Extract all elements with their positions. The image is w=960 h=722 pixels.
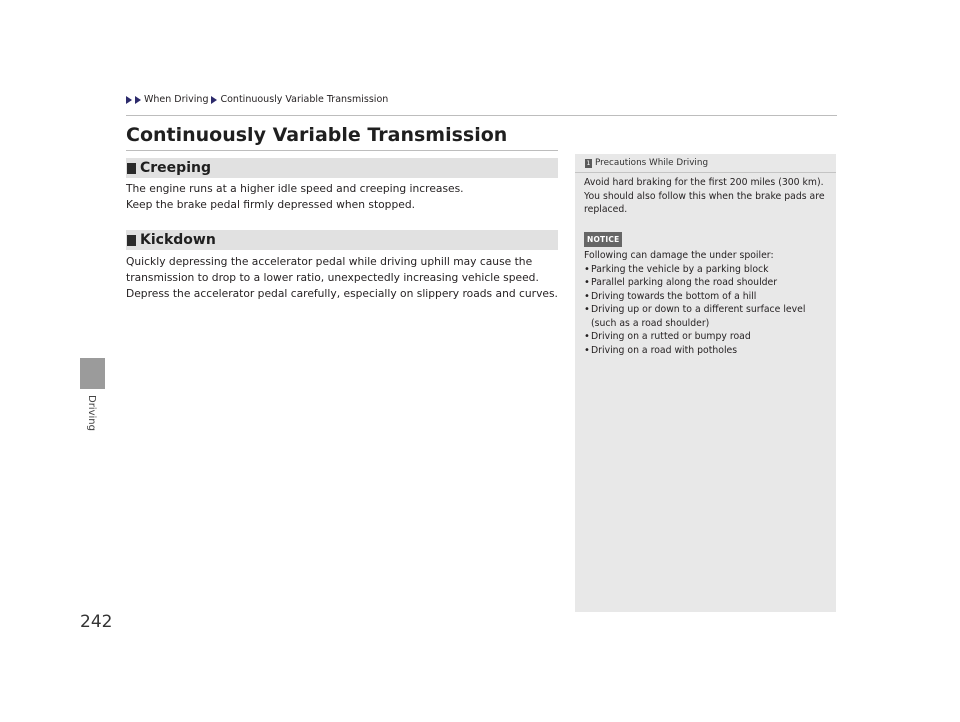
section-heading-kickdown bbox=[126, 230, 558, 250]
list-item: • Driving towards the bottom of a hill bbox=[584, 290, 828, 304]
notice-intro: Following can damage the under spoiler: bbox=[584, 250, 774, 261]
creeping-text bbox=[126, 181, 566, 213]
header-divider bbox=[126, 115, 837, 116]
body-line: Quickly depressing the accelerator pedal while driving uphill may cause the bbox=[126, 255, 533, 268]
breadcrumb-item[interactable]: Continuously Variable Transmission bbox=[220, 94, 389, 105]
list-item: • Parallel parking along the road shoulder bbox=[584, 276, 828, 290]
section-marker-icon bbox=[127, 235, 136, 246]
section-heading-creeping bbox=[126, 158, 558, 178]
note-index-badge: 1 bbox=[586, 158, 591, 167]
body-line: transmission to drop to a lower ratio, unexpectedly increasing vehicle speed. bbox=[126, 271, 539, 284]
chapter-tab bbox=[80, 358, 105, 389]
list-item: • Driving up or down to a different surface level bbox=[584, 303, 828, 317]
note-title: Precautions While Driving bbox=[595, 158, 709, 168]
notice-list-continued bbox=[584, 330, 828, 357]
page-number: 242 bbox=[80, 612, 113, 632]
section-marker-icon bbox=[127, 163, 136, 174]
note-line: replaced. bbox=[584, 204, 628, 215]
body-line: The engine runs at a higher idle speed and creeping increases. bbox=[126, 182, 464, 195]
page-title: Continuously Variable Transmission bbox=[126, 124, 508, 146]
note-header bbox=[575, 154, 836, 173]
notice-badge: NOTICE bbox=[584, 232, 622, 248]
chapter-label: Driving bbox=[86, 395, 97, 431]
breadcrumb-item[interactable]: When Driving bbox=[144, 94, 209, 105]
note-body bbox=[584, 176, 828, 357]
section-heading-text: Creeping bbox=[140, 160, 211, 176]
list-item: • Driving on a rutted or bumpy road bbox=[584, 330, 828, 344]
breadcrumb-arrow-icon bbox=[135, 96, 141, 104]
note-line: Avoid hard braking for the first 200 miles (300 km). bbox=[584, 177, 824, 188]
list-item: • Driving on a road with potholes bbox=[584, 344, 828, 358]
body-line: Keep the brake pedal firmly depressed when stopped. bbox=[126, 198, 416, 211]
breadcrumb bbox=[126, 94, 388, 105]
list-item-continuation: (such as a road shoulder) bbox=[591, 317, 710, 329]
body-line: Depress the accelerator pedal carefully, especially on slippery roads and curves. bbox=[126, 287, 558, 300]
note-line: You should also follow this when the brake pads are bbox=[584, 190, 825, 202]
list-item: • Parking the vehicle by a parking block bbox=[584, 263, 828, 277]
notice-list bbox=[584, 263, 828, 317]
kickdown-text bbox=[126, 254, 566, 302]
breadcrumb-arrow-icon bbox=[211, 96, 217, 104]
section-heading-text: Kickdown bbox=[140, 232, 216, 248]
breadcrumb-arrow-icon bbox=[126, 96, 132, 104]
title-divider bbox=[126, 150, 558, 151]
